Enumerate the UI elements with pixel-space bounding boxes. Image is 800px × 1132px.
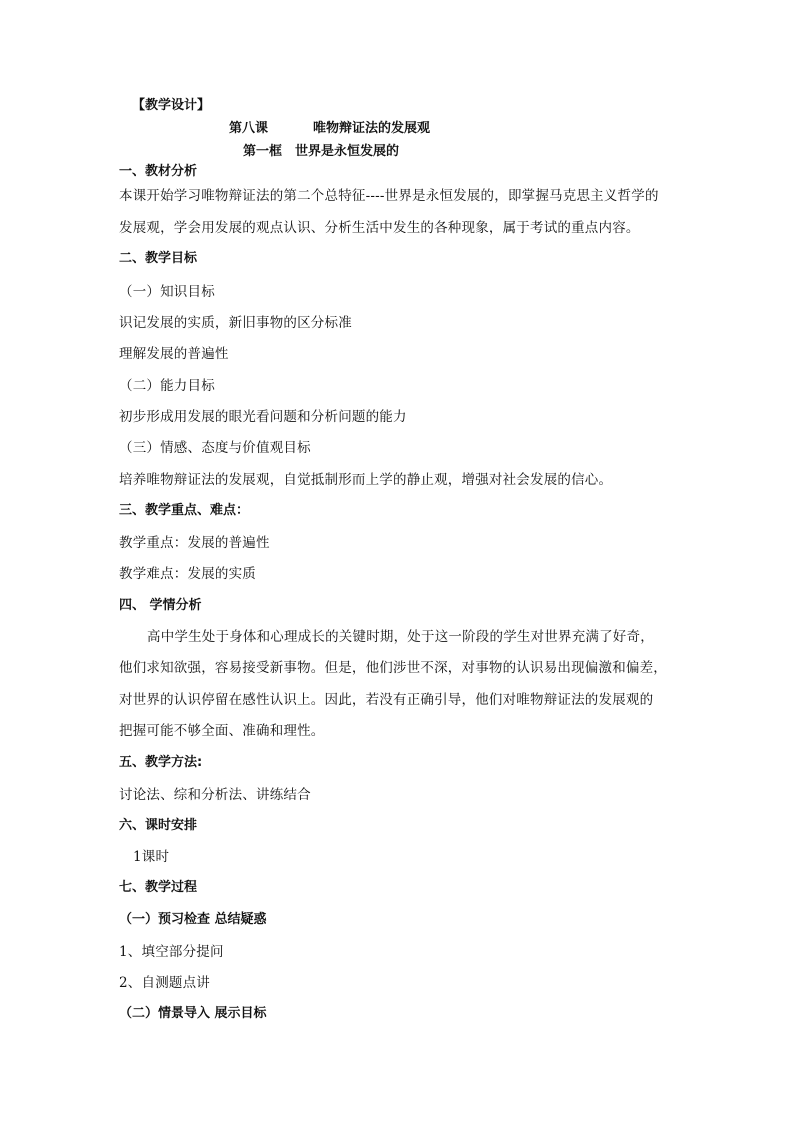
section-2-item-3: 初步形成用发展的眼光看问题和分析问题的能力 xyxy=(119,409,407,425)
section-2-sub-3: （三）情感、态度与价值观目标 xyxy=(119,440,311,456)
section-5-title: 五、教学方法: xyxy=(119,755,203,770)
section-7-item-2: 2、自测题点讲 xyxy=(119,975,210,991)
section-7-item-1: 1、填空部分提问 xyxy=(119,944,224,960)
section-1-paragraph-line-1: 本课开始学习唯物辩证法的第二个总特征----世界是永恒发展的，即掌握马克思主义哲学的 xyxy=(119,188,659,204)
lesson-title: 唯物辩证法的发展观 xyxy=(313,121,431,136)
section-4-line-2: 他们求知欲强，容易接受新事物。但是，他们涉世不深，对事物的认识易出现偏激和偏差， xyxy=(119,660,667,676)
frame-title: 第一框 世界是永恒发展的 xyxy=(243,144,400,159)
section-6-item: 1课时 xyxy=(133,849,170,865)
section-1-paragraph-line-2: 发展观，学会用发展的观点认识、分析生活中发生的各种现象，属于考试的重点内容。 xyxy=(119,220,640,236)
section-2-title: 二、教学目标 xyxy=(119,251,198,266)
section-2-item-4: 培养唯物辩证法的发展观，自觉抵制形而上学的静止观，增强对社会发展的信心。 xyxy=(119,472,613,488)
section-6-title: 六、课时安排 xyxy=(119,818,198,833)
section-3-item-2: 教学难点：发展的实质 xyxy=(119,566,256,582)
section-4-line-1: 高中学生处于身体和心理成长的关键时期，处于这一阶段的学生对世界充满了好奇， xyxy=(147,629,654,645)
section-1-title: 一、教材分析 xyxy=(119,164,198,179)
design-label: 【教学设计】 xyxy=(132,98,211,113)
section-4-title: 四、 学情分析 xyxy=(119,598,202,613)
section-7-sub-1: （一）预习检查 总结疑惑 xyxy=(119,912,267,927)
lesson-number: 第八课 xyxy=(229,121,269,136)
section-2-item-1: 识记发展的实质，新旧事物的区分标准 xyxy=(119,315,352,331)
section-7-title: 七、教学过程 xyxy=(119,880,198,895)
section-2-item-2: 理解发展的普遍性 xyxy=(119,346,229,362)
section-5-item: 讨论法、综和分析法、讲练结合 xyxy=(119,787,311,803)
section-4-line-4: 把握可能不够全面、准确和理性。 xyxy=(119,723,325,739)
section-3-title: 三、教学重点、难点： xyxy=(119,503,250,518)
section-2-sub-2: （二）能力目标 xyxy=(119,378,215,394)
section-3-item-1: 教学重点：发展的普遍性 xyxy=(119,535,270,551)
section-7-sub-2: （二）情景导入 展示目标 xyxy=(119,1006,267,1021)
section-2-sub-1: （一）知识目标 xyxy=(119,284,215,300)
section-4-line-3: 对世界的认识停留在感性认识上。因此，若没有正确引导，他们对唯物辩证法的发展观的 xyxy=(119,692,654,708)
